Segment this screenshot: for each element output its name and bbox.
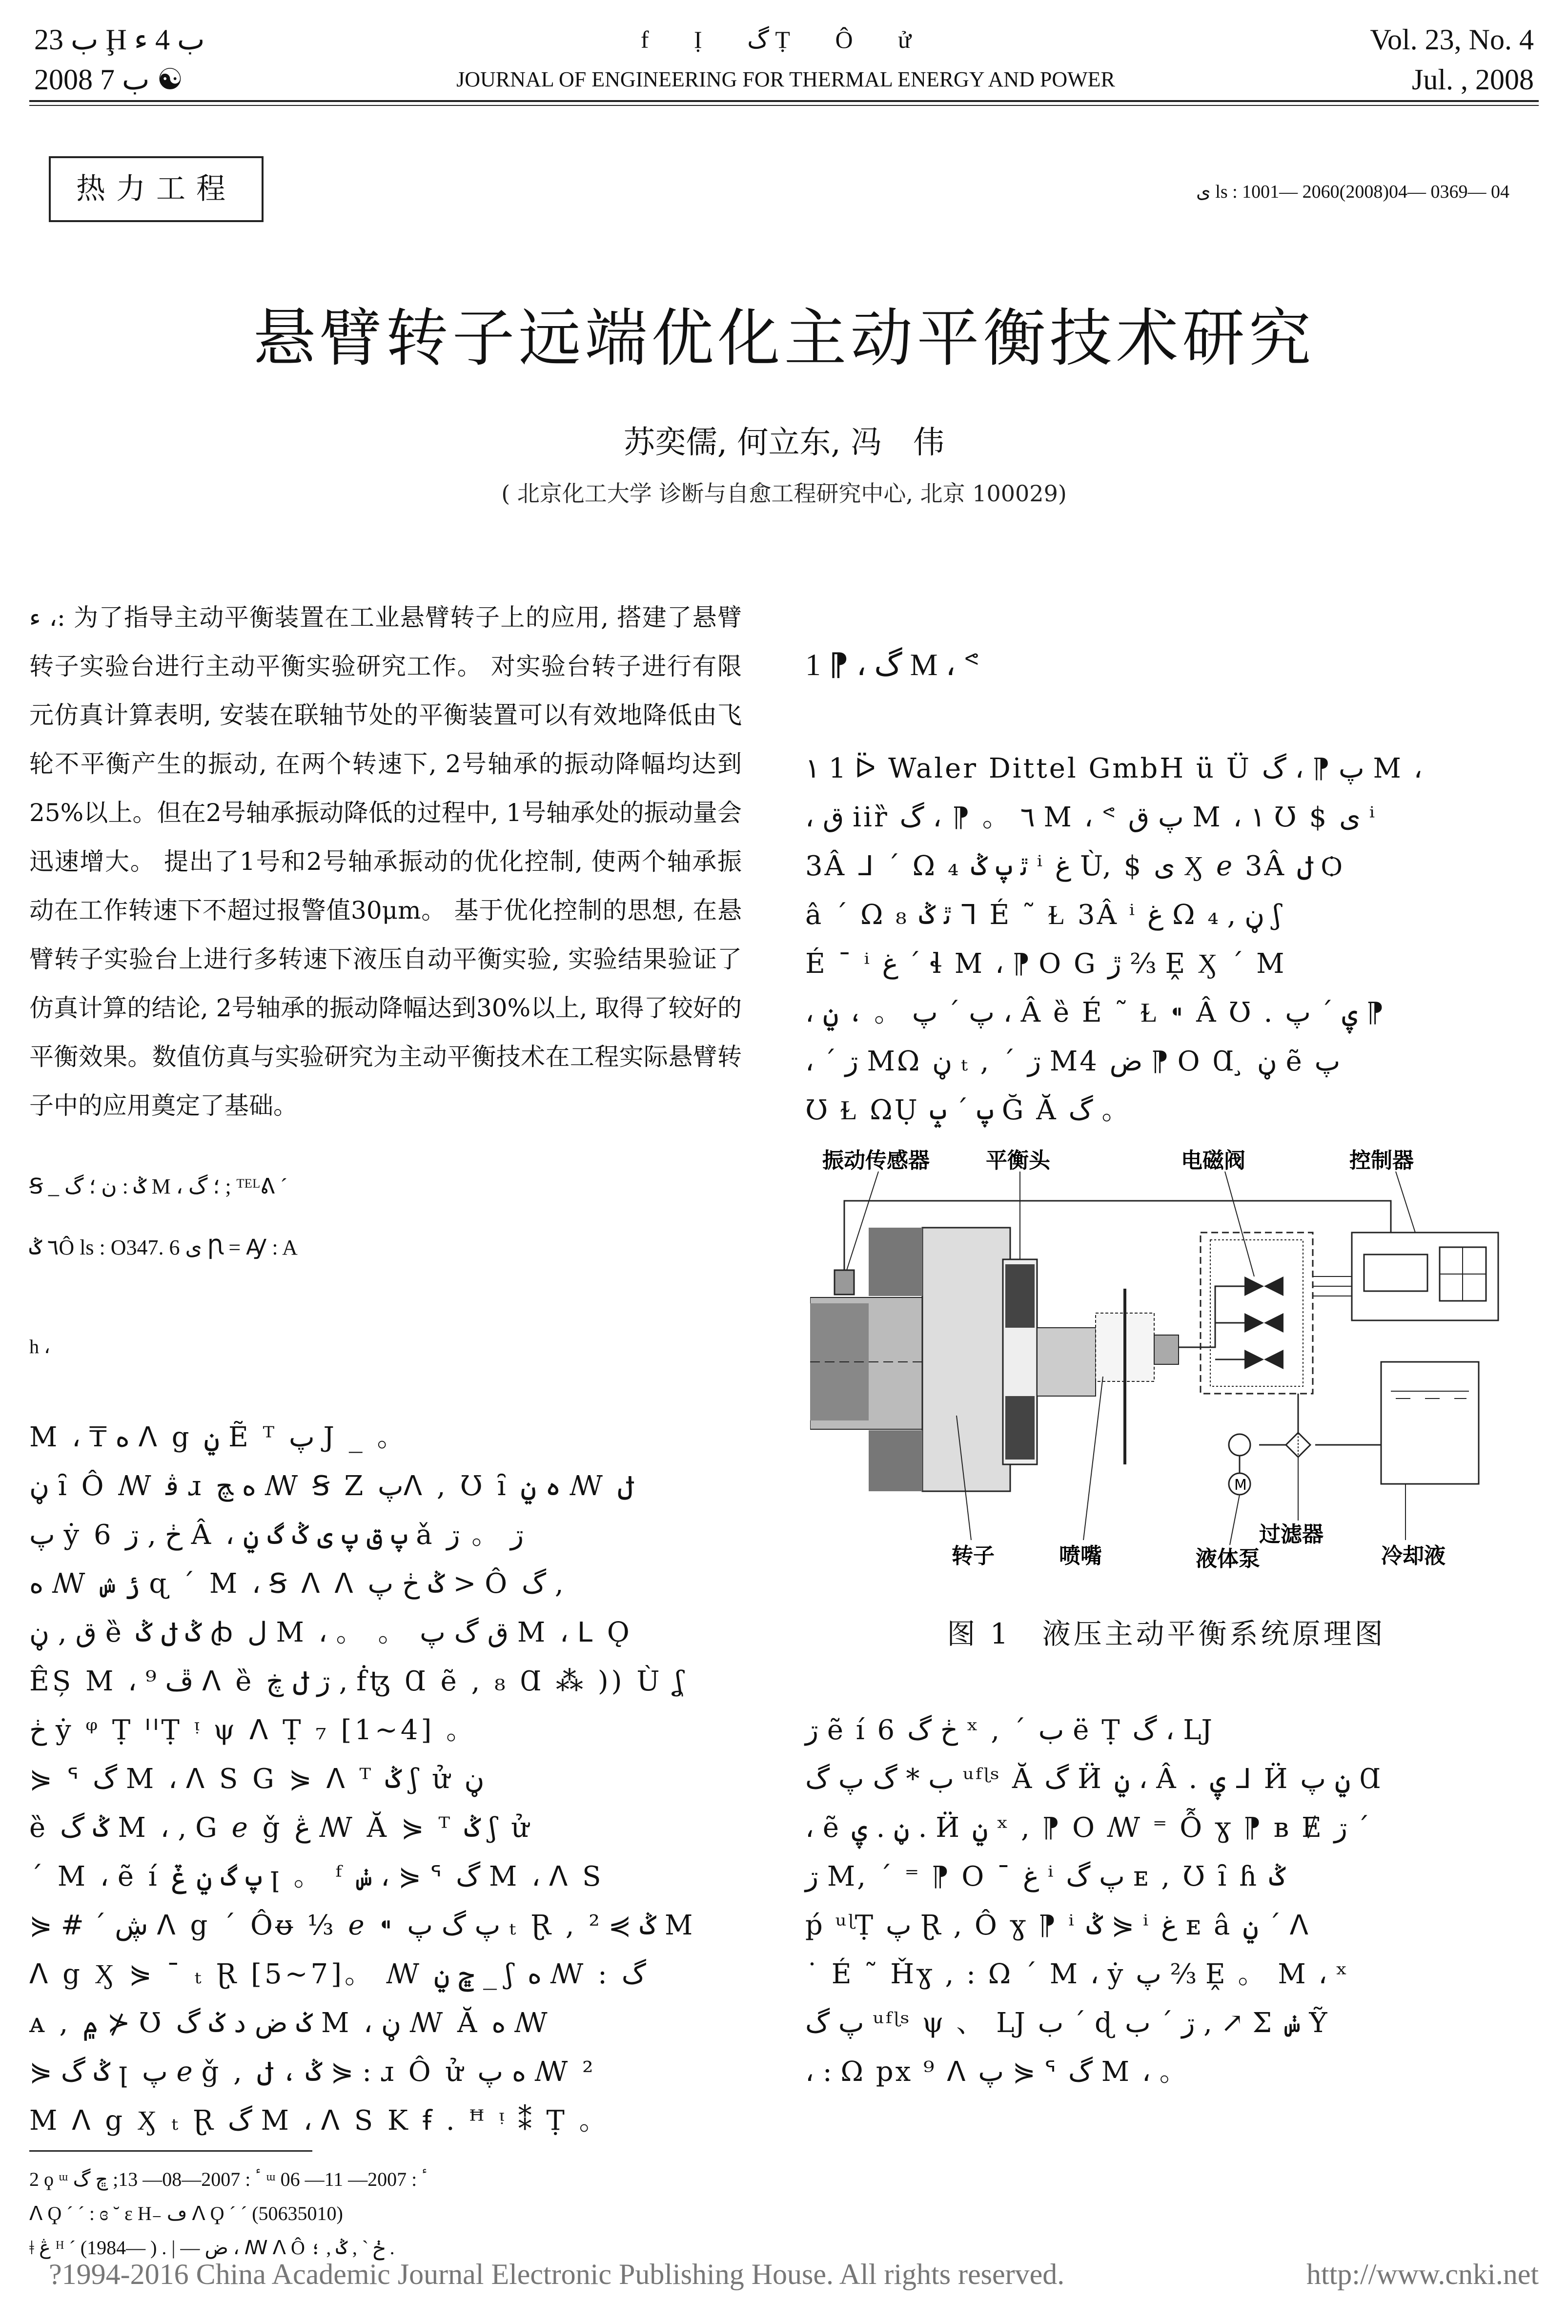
solenoid-valve-icon — [1244, 1276, 1283, 1369]
label-solenoid-valve: 电磁阀 — [1181, 1148, 1245, 1173]
leader-line — [1225, 1172, 1254, 1276]
collar — [1037, 1328, 1096, 1396]
journal-masthead — [303, 20, 1269, 100]
body-line: ڗ ẽ í 6 ڂ گ ˣ , ´ ب ë Ṭ گ ، Ǉ — [805, 1714, 1214, 1746]
body-line: ṕ ᵘᶩṬ پ Ɽ , Ô ɣ ⁋ ⁱ ݣ ⋟ ⁱ ﻍ ᴇ â ݧ ´ ᐱ — [805, 1910, 1310, 1941]
body-line: ، : Ω px ⁹ ᐱ پ ⋟ ᕐ گ M ، 。 — [805, 2056, 1189, 2088]
intro-line: M ᐱ g Ӽ ₜ Ɽ گ M ، ᐱ S K ꞙ . ꟸ ᵎ ⁑ Ṭ 。 — [29, 2105, 610, 2137]
label-nozzle: 喷嘴 — [1059, 1543, 1102, 1568]
intro-line: ه ꟿ ݬ ݾ ɋ ´ M ، Ꞩ ᐱ ᐱ ݣ ڂ پ > Ô گ , — [29, 1568, 564, 1600]
copyright-footer — [49, 2258, 1539, 2291]
intro-line: ᐱ g Ӽ ⋟ ˉ ₜ Ɽ [5~7]。 ꟿ ڇ ݧ _ ʃ ه ꟿ : گ — [29, 1958, 646, 1990]
leader-line — [1230, 1495, 1240, 1545]
footnote-rule — [29, 2150, 312, 2152]
intro-line: ᴀ , ۾ ⊁ Ʊ ݢ ض د ݢ گ M ، ڼ ꟿ Ă ه ꟿ — [29, 2007, 550, 2039]
paper-title: 悬臂转子远端优化主动平衡技术研究 — [253, 302, 1315, 375]
label-rotor: 转子 — [952, 1543, 995, 1568]
coolant-tank — [1381, 1362, 1479, 1484]
vibration-sensor-icon — [835, 1270, 854, 1295]
intro-line: ⋟ ᕐ گ M ، ᐱ S G ⋟ ᐱ ᵀ ݣ ʃ ử ڼ — [29, 1763, 485, 1795]
intro-line: ȅ ݣ گ M ، , G ℯ ǧ ڠ ꟿ Ă ⋟ ᵀ ݣ ʃ ử — [29, 1812, 532, 1844]
body-line: É ˉ ⁱ ﻍ ´ ɬ M ، ⁋ O G ڙ ⅔ Ḙ Ӽ ´ M — [805, 948, 1286, 980]
paper-authors: 苏奕儒, 何立东, 冯 伟 — [623, 425, 945, 461]
label-controller: 控制器 — [1349, 1148, 1414, 1173]
flywheel — [922, 1228, 1010, 1491]
intro-line: ⋟ # ´ ڜ ᐱ g ´ Ôᵿ ⅓ ℯ ⁌ پ گ پ ₜ Ɽ , ݣ ⋟ ² M — [29, 1910, 696, 1941]
balance-chamber-bottom — [1005, 1396, 1035, 1460]
volume-number: Vol. 23, No. 4 — [1370, 23, 1534, 56]
solenoid-valve-group — [1201, 1233, 1313, 1394]
body-line: ، ẽ ڼ . ۑ . Ӥ ݧ ˣ , ⁋ O ꟿ ⁼ Ỗ ɣ ⁋ ʙ Ɇ ڗ ´ — [805, 1812, 1370, 1844]
body-line: ١ 1 ᐇ Waler Dittel GmbH ü Ü پ ⁋ ، گ M ، — [805, 753, 1423, 784]
abstract — [29, 593, 742, 1130]
body-line: ، ق iiȑ ٦ 。 ⁋ ، گ M ، ᕝ پ ق M ، ١ Ʊ $ ى ⁱ — [805, 802, 1377, 833]
intro-line: ÊȘ M ، ڦ ⁹ ᐱ ȅ ڗ ݪ ڿ , ḟꜩ Ɑ ẽ , ₈ Ɑ ⁂ )) Ù ʆ — [29, 1666, 686, 1697]
issue-date: Jul. , 2008 — [1411, 63, 1534, 96]
valve-inner — [1210, 1240, 1303, 1386]
pump-icon — [1229, 1434, 1250, 1456]
pipe — [1179, 1286, 1244, 1347]
section-1-heading: 1 ⁋ ، گ M ، ᕝ — [805, 647, 979, 682]
intro-heading: h ، — [29, 1336, 50, 1357]
body-line: ، ´ ڗ MΩ ڼ ₜ , ´ ڗ M4 ض ⁋ O Ɑ ̧ ڼ ẽ پ — [805, 1046, 1341, 1077]
label-filter: 过滤器 — [1259, 1522, 1324, 1547]
body-line: Ʊ Ɫ ΩỤ پ ´ ݒ Ğ Ă گ 。 — [805, 1094, 1131, 1126]
intro-line: ڼ ȋ Ô ꟿ ﭬ ɹ ه ﭻ ꟿ Ꞩ Z پᐱ , Ʊ ȋ ه ݧ ꟿ ݪ — [29, 1470, 633, 1502]
article-number: ى ls : 1001— 2060(2008)04— 0369— 04 — [1196, 182, 1509, 202]
controller-box — [1352, 1233, 1498, 1320]
label-vibration-sensor: 振动传感器 — [822, 1148, 930, 1173]
body-line: 3Â ᒧ ´ Ω ₄ ﭤ پ ݣ ⁱ ﻍ Ù, $ ى Ӽ ℯ 3Â ݪ Ѻ — [805, 850, 1344, 882]
copyright-text: ?1994-2016 China Academic Journal Electronic Publishing House. All rights reserved. — [49, 2258, 1065, 2290]
nozzle-tip — [1154, 1335, 1179, 1364]
section-label: 热力工程 — [49, 156, 264, 222]
intro-line: پ ẏ 6 ڂ , ڗ Â ، پ ق پ ى ݣ گ ݧ ǎ ڗ 。 ڗ — [29, 1519, 524, 1551]
keywords: Ꞩ _ ݣ : ن ؛ گ M ، ؛ گ ; ᵀᴱᴸᕕ ´ — [29, 1174, 287, 1198]
supply-pipe — [1259, 1394, 1298, 1445]
flywheel-upper — [869, 1228, 922, 1296]
leader-line — [1083, 1377, 1103, 1540]
figure-caption: 图 1 液压主动平衡系统原理图 — [947, 1617, 1386, 1650]
intro-line: ´ M ، ẽ í پ گ ݧ ݞ ꞁ 。 ᶠ ݭ ، ⋟ ᕐ گ M ، ᐱ S — [29, 1861, 604, 1892]
footnote-author: ǂ ڠ ᴴ ´ (1984— ) . | — ض ، ꟿ ᐱ Ô ڂ ` , ݣ , ؛ . — [29, 2237, 395, 2259]
journal-name-cn: f Ị گ Ṭ Ô ử — [640, 26, 931, 53]
footnote-dates: 2 ϙ ᵚ ٴ : 2007—08— 13; ڇ گ ᵚ ٴ : 2007— 11— 06 — [29, 2168, 428, 2190]
header-rule-thin — [29, 105, 1539, 106]
abstract-label: ء ، — [29, 603, 57, 632]
label-liquid-pump: 液体泵 — [1196, 1546, 1260, 1571]
flywheel-lower — [869, 1430, 922, 1491]
figure-hydraulic-balance-diagram — [810, 1142, 1523, 1572]
intro-line: M ، ₸ ه ᐱ g ݧ Ẽ ᵀ پ J _ 。 — [29, 1421, 407, 1453]
footer-url[interactable]: http://www.cnki.net — [1306, 2258, 1539, 2290]
leader-line — [1396, 1172, 1415, 1233]
classification: ٦ ݣÔ ls : O347. 6 ى Ꞃ = Ꜽ : A — [29, 1235, 298, 1259]
body-line: ڗ M, ´ ⁼ ⁋ O ˉ ﻍ ⁱ پ گ ᴇ , Ʊ ȋ ɦ ݣ — [805, 1861, 1285, 1892]
abstract-text: : 为了指导主动平衡装置在工业悬臂转子上的应用, 搭建了悬臂转子实验台进行主动平衡实验研究工作。 对实验台转子进行有限元仿真计算表明, 安装在联轴节处的平衡装置可以有效地降低由飞轮不平衡产生的振动, 在两个转速下, 2号轴承的振动降幅均达到25%以上。但在2号轴承振动降低的过程中, 1号轴承处的振动量会迅速增大。 提出了1号和2号轴承振动的优化控制, 使两个轴承振动在工作转速下不超过报警值30μm。 基于优化控制的思想, 在悬臂转子实验台上进行多转速下液压自动平衡实验, 实验结果验证了仿真计算的结论, 2号轴承的振动降幅达到30%以上, 取得了较好的平衡效果。数值仿真与实验研究为主动平衡技术在工程实际悬臂转子中的应用奠定了基础。 — [29, 603, 742, 1120]
journal-issue-line1: ب 23 Ḩ ب 4 ء — [34, 23, 205, 56]
footnote-funding: ᐱ Ϙ ´ ˊ : ɞ ˘ ɛ H₋ ڡ ᐱ Ϙ ´ ´ (50635010) — [29, 2202, 343, 2224]
header-rule — [29, 100, 1539, 102]
intro-line: ⋟ ݣ گ ꞁ پ ℯ ǧ , ݣ ، ݪ ⋟ : ɹ Ô ử ه پ ꟿ ² — [29, 2056, 596, 2088]
intro-body — [29, 1413, 742, 2145]
body-line: پ گ ᵘᶠᶩˢ ψ 、 Ǉ ب ´ ɖ ڗ ´ ب , ↗ Σ ݭ Ỹ — [805, 2007, 1329, 2039]
label-coolant: 冷却液 — [1381, 1543, 1446, 1568]
intro-line: ڂ ẏ ᵠ Ṭ ᑊᑊṬ ᵎ ψ ᐱ Ṭ ₇ [1~4] 。 — [29, 1714, 477, 1746]
journal-issue-cn — [34, 20, 205, 100]
body-line: ˙ É ˜ Ȟɣ , : Ω ´ M ، ẏ پ ⅔ Ḙ 。 M ، ˣ — [805, 1958, 1350, 1990]
paper-affiliation: ( 北京化工大学 诊断与自愈工程研究中心, 北京 100029) — [501, 480, 1067, 507]
label-balance-head: 平衡头 — [986, 1148, 1050, 1173]
body-line: ، پ ´ پ 。 ، ݧ ، Â ȅ É ˜ Ɫ ⁌ Â Ʊ . ۑ ´ پ ⁋ — [805, 997, 1384, 1028]
section-1-body-continued — [805, 1706, 1527, 2097]
balance-chamber-top — [1005, 1264, 1035, 1328]
body-line: â ´ Ω ₈ ﭤ ݣ ᒣ É ˜ Ɫ 3Â ⁱ ﻍ Ω ڼ , ₄ ʃ — [805, 899, 1283, 931]
intro-line: ق , ڼ ȅ ݣ ݪ ݣ ꞗ ل M ، 。 。 ق گ پ M ، ᒪ Ǫ — [29, 1617, 632, 1648]
body-line: ب * ﮒ پ گ ᵘᶠᶩˢ Ă گ Ӥ ݧ ، Â . ۑ ᒧ Ӥ ݧ پ Ɑ — [805, 1763, 1383, 1795]
motor-symbol: M — [1234, 1477, 1247, 1494]
section-1-body — [805, 744, 1527, 1135]
journal-issue-line2: 2008 ب 7 ☯ — [34, 63, 183, 96]
journal-issue-en — [1370, 20, 1534, 100]
journal-name-en: JOURNAL OF ENGINEERING FOR THERMAL ENERGY AND POWER — [456, 67, 1115, 91]
footnotes — [29, 2162, 742, 2265]
